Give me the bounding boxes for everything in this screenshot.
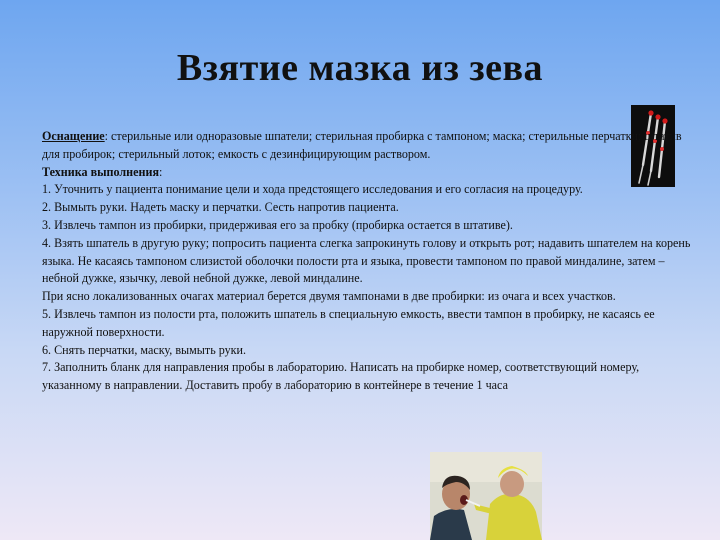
- step-3: 3. Извлечь тампон из пробирки, придерживая его за пробку (пробирка остается в штативе).: [42, 217, 513, 232]
- technique-colon: :: [159, 164, 163, 179]
- equipment-paragraph: [42, 128, 692, 164]
- equipment-label: Оснащение: [42, 129, 105, 143]
- step-5: 5. Извлечь тампон из полости рта, положить шпатель в специальную емкость, ввести тампон в пробирку, не касаясь ее наружной поверхности.: [42, 306, 655, 339]
- step-1: 1. Уточнить у пациента понимание цели и хода предстоящего исследования и его согласия на процедуру.: [42, 182, 583, 197]
- step-7: 7. Заполнить бланк для направления пробы в лабораторию. Написать на пробирке номер, соответствующий номеру, указанному в направлении. Доставить пробу в лабораторию в контейнере в течение 1 часа: [42, 360, 640, 393]
- procedure-photo: [430, 452, 542, 540]
- equipment-text: : стерильные или одноразовые шпатели; стерильная пробирка с тампоном; маска; стерильные перчатки; штатив для пробирок; стерильный лоток; емкость с дезинфицирующим раствором.: [42, 129, 682, 161]
- step-6: 6. Снять перчатки, маску, вымыть руки.: [42, 342, 247, 357]
- technique-label: Техника выполнения: [42, 164, 159, 179]
- slide-body: [42, 128, 692, 395]
- step-2: 2. Вымыть руки. Надеть маску и перчатки. Сесть напротив пациента.: [42, 200, 399, 215]
- step-4-note: При ясно локализованных очагах материал берется двумя тампонами в две пробирки: из очага и всех участков.: [42, 289, 616, 304]
- technique-heading: [42, 164, 692, 182]
- step-4: 4. Взять шпатель в другую руку; попросить пациента слегка запрокинуть голову и открыть рот; надавить шпателем на корень языка. Не касаясь тампоном слизистой оболочки полости рта и языка, провести тампоном по правой миндалине, затем – небной дужке, язычку, левой небной дужке, левой миндалине.: [42, 235, 691, 286]
- slide-title: Взятие мазка из зева: [176, 47, 544, 89]
